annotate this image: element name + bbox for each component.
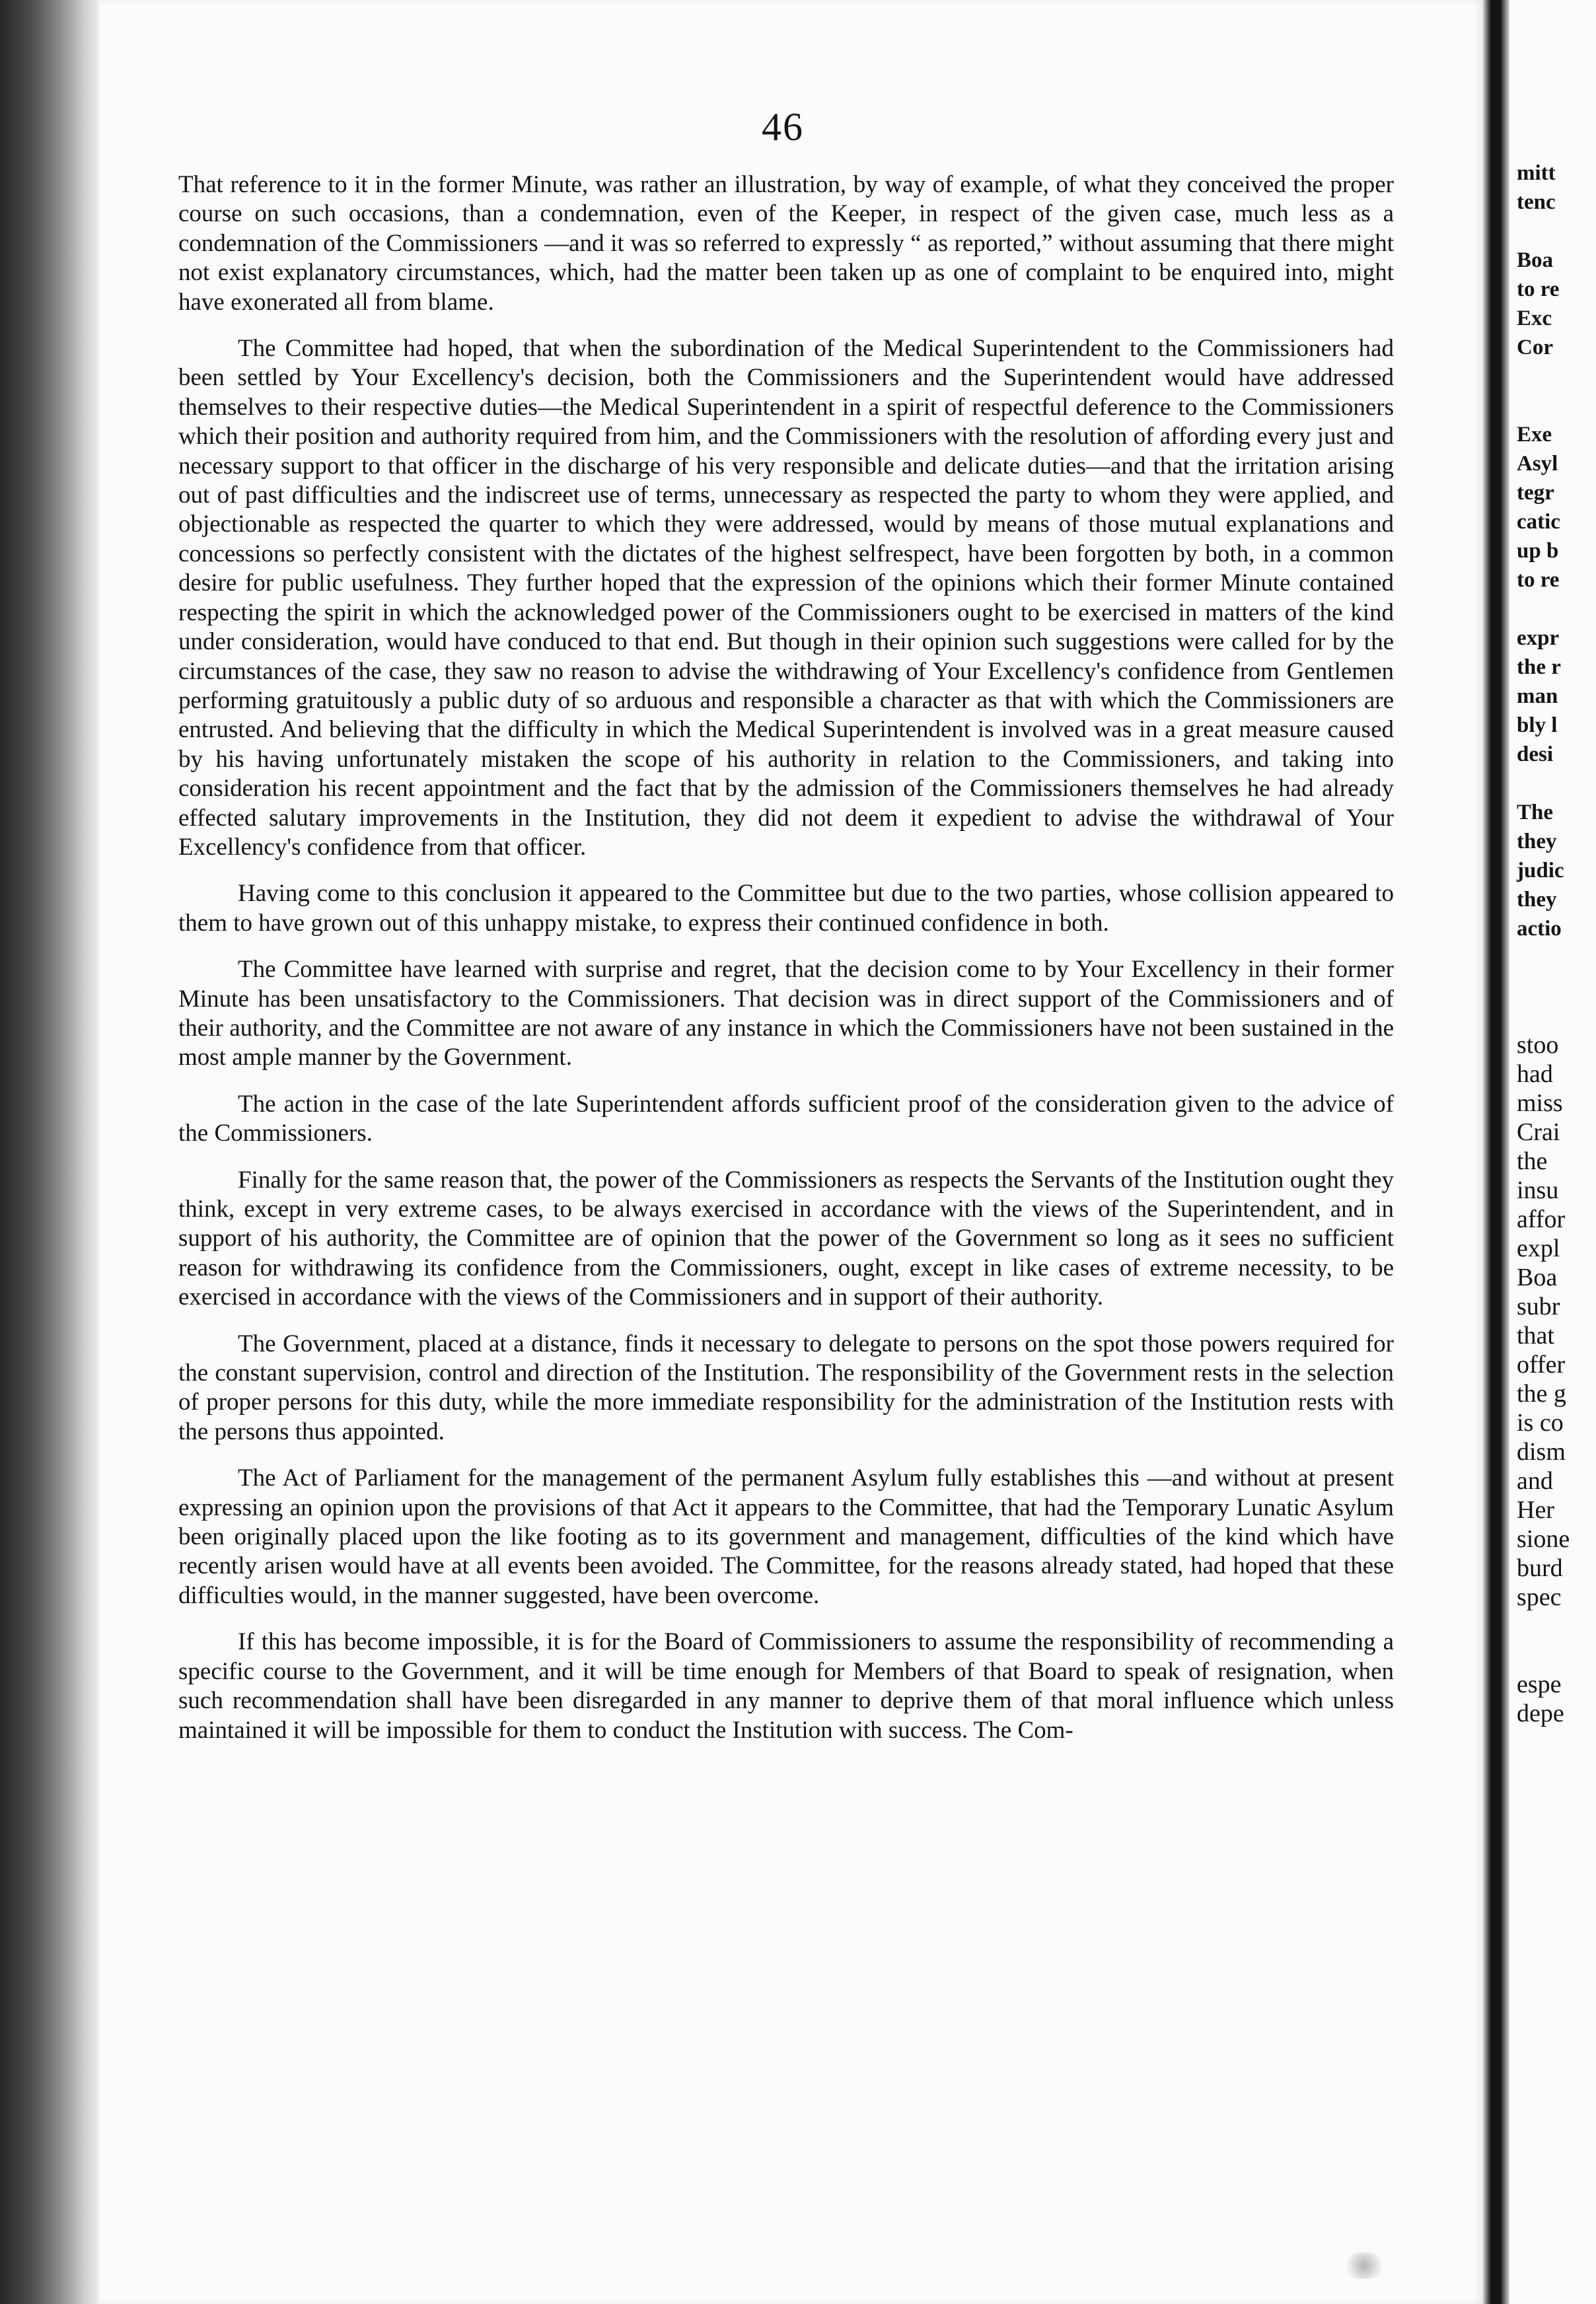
text-fragment: The bbox=[1517, 801, 1554, 824]
text-fragment: burd bbox=[1517, 1554, 1563, 1582]
library-stamp bbox=[1341, 2252, 1387, 2279]
text-fragment: bly l bbox=[1517, 713, 1558, 737]
text-fragment bbox=[1517, 391, 1596, 420]
text-fragment: stoo bbox=[1517, 1031, 1559, 1059]
right-page-text-fragments bbox=[1517, 159, 1596, 1728]
text-fragment: espe bbox=[1517, 1671, 1562, 1698]
text-fragment: affor bbox=[1517, 1206, 1566, 1233]
text-fragment: tenc bbox=[1517, 190, 1556, 214]
paragraph: The Government, placed at a distance, finds it necessary to delegate to persons on the spot those powers required for the constant supervision, control and direction of the Institution. The responsibility of the Government rests in the selection of proper persons for this duty, while the more immediate responsibility for the administration of the Institution rests with the persons thus appointed. bbox=[178, 1330, 1394, 1445]
text-fragment: spec bbox=[1517, 1583, 1562, 1611]
text-fragment bbox=[1517, 217, 1596, 246]
paragraph: The Act of Parliament for the management of the permanent Asylum fully establishes this —and without at present expressing an opinion upon the provisions of that Act it appears to the Committee, that had the Temporary Lunatic Asylum been originally placed upon the like footing as to its government and management, difficulties of the kind which have recently arisen would have at all events been avoided. The Committee, for the reasons already stated, had hoped that these difficulties would, in the manner suggested, have been overcome. bbox=[178, 1464, 1394, 1609]
text-fragment bbox=[1517, 1612, 1596, 1641]
text-fragment: Exc bbox=[1517, 306, 1552, 330]
text-fragment: the g bbox=[1517, 1380, 1566, 1408]
text-fragment: Boa bbox=[1517, 1264, 1558, 1291]
text-fragment: dism bbox=[1517, 1438, 1566, 1466]
text-fragment: they bbox=[1517, 830, 1557, 853]
text-fragment: Cor bbox=[1517, 336, 1553, 359]
text-fragment: Her bbox=[1517, 1496, 1554, 1524]
text-fragment: mitt bbox=[1517, 161, 1556, 185]
text-fragment: and bbox=[1517, 1467, 1553, 1495]
text-fragment: offer bbox=[1517, 1351, 1566, 1379]
text-fragment: man bbox=[1517, 684, 1558, 708]
text-fragment: is co bbox=[1517, 1409, 1564, 1437]
text-fragment: they bbox=[1517, 888, 1557, 912]
text-fragment: catic bbox=[1517, 510, 1560, 534]
text-fragment: expl bbox=[1517, 1235, 1560, 1262]
text-fragment: tegr bbox=[1517, 481, 1554, 505]
text-fragment: to re bbox=[1517, 277, 1560, 301]
text-fragment: subr bbox=[1517, 1293, 1560, 1320]
paragraph: Having come to this conclusion it appeared to the Committee but due to the two parties, whose collision appeared to them to have grown out of this unhappy mistake, to express their continued confidence in both. bbox=[178, 880, 1394, 937]
text-fragment: insu bbox=[1517, 1176, 1559, 1204]
paragraph: Finally for the same reason that, the power of the Commissioners as respects the Servants of the Institution ought they think, except in very extreme cases, to be always exercised in accordance with the views of the Superintendent, and in support of his authority, the Committee are of opinion that the power of the Government so long as it sees no sufficient reason for withdrawing its confidence from the Commissioners, ought, except in like cases of extreme necessity, to be exercised in accordance with the views of the Commissioners and in support of their authority. bbox=[178, 1166, 1394, 1311]
paragraph: The action in the case of the late Superintendent affords sufficient proof of the consideration given to the advice of the Commissioners. bbox=[178, 1090, 1394, 1147]
text-fragment: the r bbox=[1517, 655, 1561, 679]
text-fragment bbox=[1517, 769, 1596, 798]
text-fragment bbox=[1517, 1001, 1596, 1030]
paragraph: The Committee have learned with surprise and regret, that the decision come to by Your Excellency in their former Minute has been unsatisfactory to the Commissioners. That decision was in direct support of the Commissioners and of their authority, and the Committee are not aware of any instance in which the Commissioners have not been sustained in the most ample manner by the Government. bbox=[178, 956, 1394, 1071]
text-fragment bbox=[1517, 943, 1596, 972]
text-fragment: the bbox=[1517, 1147, 1548, 1175]
text-fragment bbox=[1517, 972, 1596, 1001]
text-fragment: Crai bbox=[1517, 1118, 1560, 1146]
text-fragment: sione bbox=[1517, 1525, 1570, 1553]
text-fragment: expr bbox=[1517, 626, 1560, 650]
text-fragment: had bbox=[1517, 1060, 1553, 1088]
text-fragment: to re bbox=[1517, 568, 1560, 592]
book-binding bbox=[0, 0, 99, 2304]
text-fragment: that bbox=[1517, 1322, 1554, 1350]
text-fragment: Exe bbox=[1517, 423, 1552, 447]
text-fragment: up b bbox=[1517, 539, 1559, 563]
text-fragment: Boa bbox=[1517, 248, 1554, 272]
text-fragment bbox=[1517, 1641, 1596, 1670]
text-fragment: miss bbox=[1517, 1089, 1563, 1117]
text-fragment: judic bbox=[1517, 859, 1564, 882]
body-text bbox=[178, 170, 1394, 1762]
paragraph: That reference to it in the former Minute, was rather an illustration, by way of example, of what they conceived the proper course on such occasions, than a condemnation, even of the Keeper, in respect of the given case, much less as a condemnation of the Commissioners —and it was so referred to expressly “ as reported,” without assuming that there might not exist explanatory circumstances, which, had the matter been taken up as one of complaint to be enquired into, might have exonerated all from blame. bbox=[178, 171, 1394, 316]
text-fragment: depe bbox=[1517, 1700, 1564, 1727]
page-number: 46 bbox=[762, 105, 804, 149]
text-fragment: desi bbox=[1517, 742, 1554, 766]
text-fragment bbox=[1517, 362, 1596, 391]
paragraph: The Committee had hoped, that when the subordination of the Medical Superintendent to the Commissioners had been settled by Your Excellency's decision, both the Commissioners and the Superintendent would have addressed themselves to their respective duties—the Medical Superintendent in a spirit of respectful deference to the Commissioners which their position and authority required from him, and the Commissioners with the resolution of affording every just and necessary support to that officer in the discharge of his very responsible and delicate duties—and that the irritation arising out of past difficulties and the indiscreet use of terms, unnecessary as respected the party to whom they were applied, and objectionable as respected the quarter to which they were addressed, would by means of those mutual explanations and concessions so perfectly consistent with the dictates of the highest selfrespect, have been forgotten by both, in a common desire for public usefulness. They further hoped that the expression of the opinions which their former Minute contained respecting the spirit in which the acknowledged power of the Commissioners ought to be exercised in matters of the kind under consideration, would have conduced to that end. But though in their opinion such suggestions were called for by the circumstances of the case, they saw no reason to advise the withdrawing of Your Excellency's confidence from Gentlemen performing gratuitously a public duty of so arduous and responsible a character as that with which the Commissioners are entrusted. And believing that the difficulty in which the Medical Superintendent is involved was in a great measure caused by his having unfortunately mistaken the scope of his authority in relation to the Commissioners, and taking into consideration his recent appointment and the fact that by the admission of the Commissioners themselves he had already effected salutary improvements in the Institution, they did not deem it expedient to advise the withdrawal of Your Excellency's confidence from that officer. bbox=[178, 335, 1394, 861]
paragraph: If this has become impossible, it is for the Board of Commissioners to assume the responsibility of recommending a specific course to the Government, and it will be time enough for Members of that Board to speak of resignation, when such recommendation shall have been disregarded in any manner to deprive them of that moral influence which unless maintained it will be impossible for them to conduct the Institution with success. The Com- bbox=[178, 1628, 1394, 1744]
text-fragment: actio bbox=[1517, 917, 1562, 941]
text-fragment bbox=[1517, 594, 1596, 624]
page-gutter bbox=[1483, 0, 1509, 2304]
text-fragment: Asyl bbox=[1517, 452, 1558, 476]
